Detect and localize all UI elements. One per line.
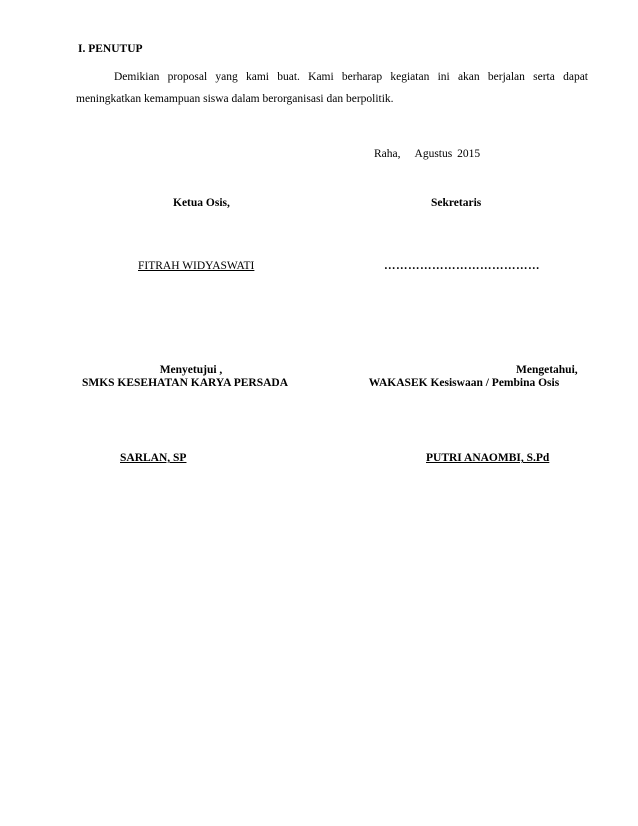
school-name: SMKS KESEHATAN KARYA PERSADA xyxy=(81,377,289,389)
place: Raha, xyxy=(374,148,401,160)
date: Agustus 2015 xyxy=(414,148,481,160)
wakasek-title: WAKASEK Kesiswaan / Pembina Osis xyxy=(368,377,560,389)
sekretaris-title: Sekretaris xyxy=(431,197,482,209)
ketua-osis-name: FITRAH WIDYASWATI xyxy=(138,260,255,272)
place-date xyxy=(374,148,480,160)
section-heading: I. PENUTUP xyxy=(78,43,143,55)
ketua-osis-title: Ketua Osis, xyxy=(173,197,230,209)
sekretaris-name-placeholder: ………………………………… xyxy=(384,260,540,272)
approval-left-block xyxy=(76,364,294,389)
approval-right-block xyxy=(360,364,578,389)
menyetujui-label: Menyetujui , xyxy=(159,364,223,376)
putri-name: PUTRI ANAOMBI, S.Pd xyxy=(426,452,550,464)
paragraph-line-1: Demikian proposal yang kami buat. Kami berharap kegiatan ini akan berjalan serta dapat xyxy=(114,71,588,83)
closing-paragraph xyxy=(76,66,588,110)
paragraph-line-2: meningkatkan kemampuan siswa dalam berorganisasi dan berpolitik. xyxy=(76,93,394,105)
mengetahui-label: Mengetahui, xyxy=(516,364,578,376)
sarlan-name: SARLAN, SP xyxy=(120,452,187,464)
